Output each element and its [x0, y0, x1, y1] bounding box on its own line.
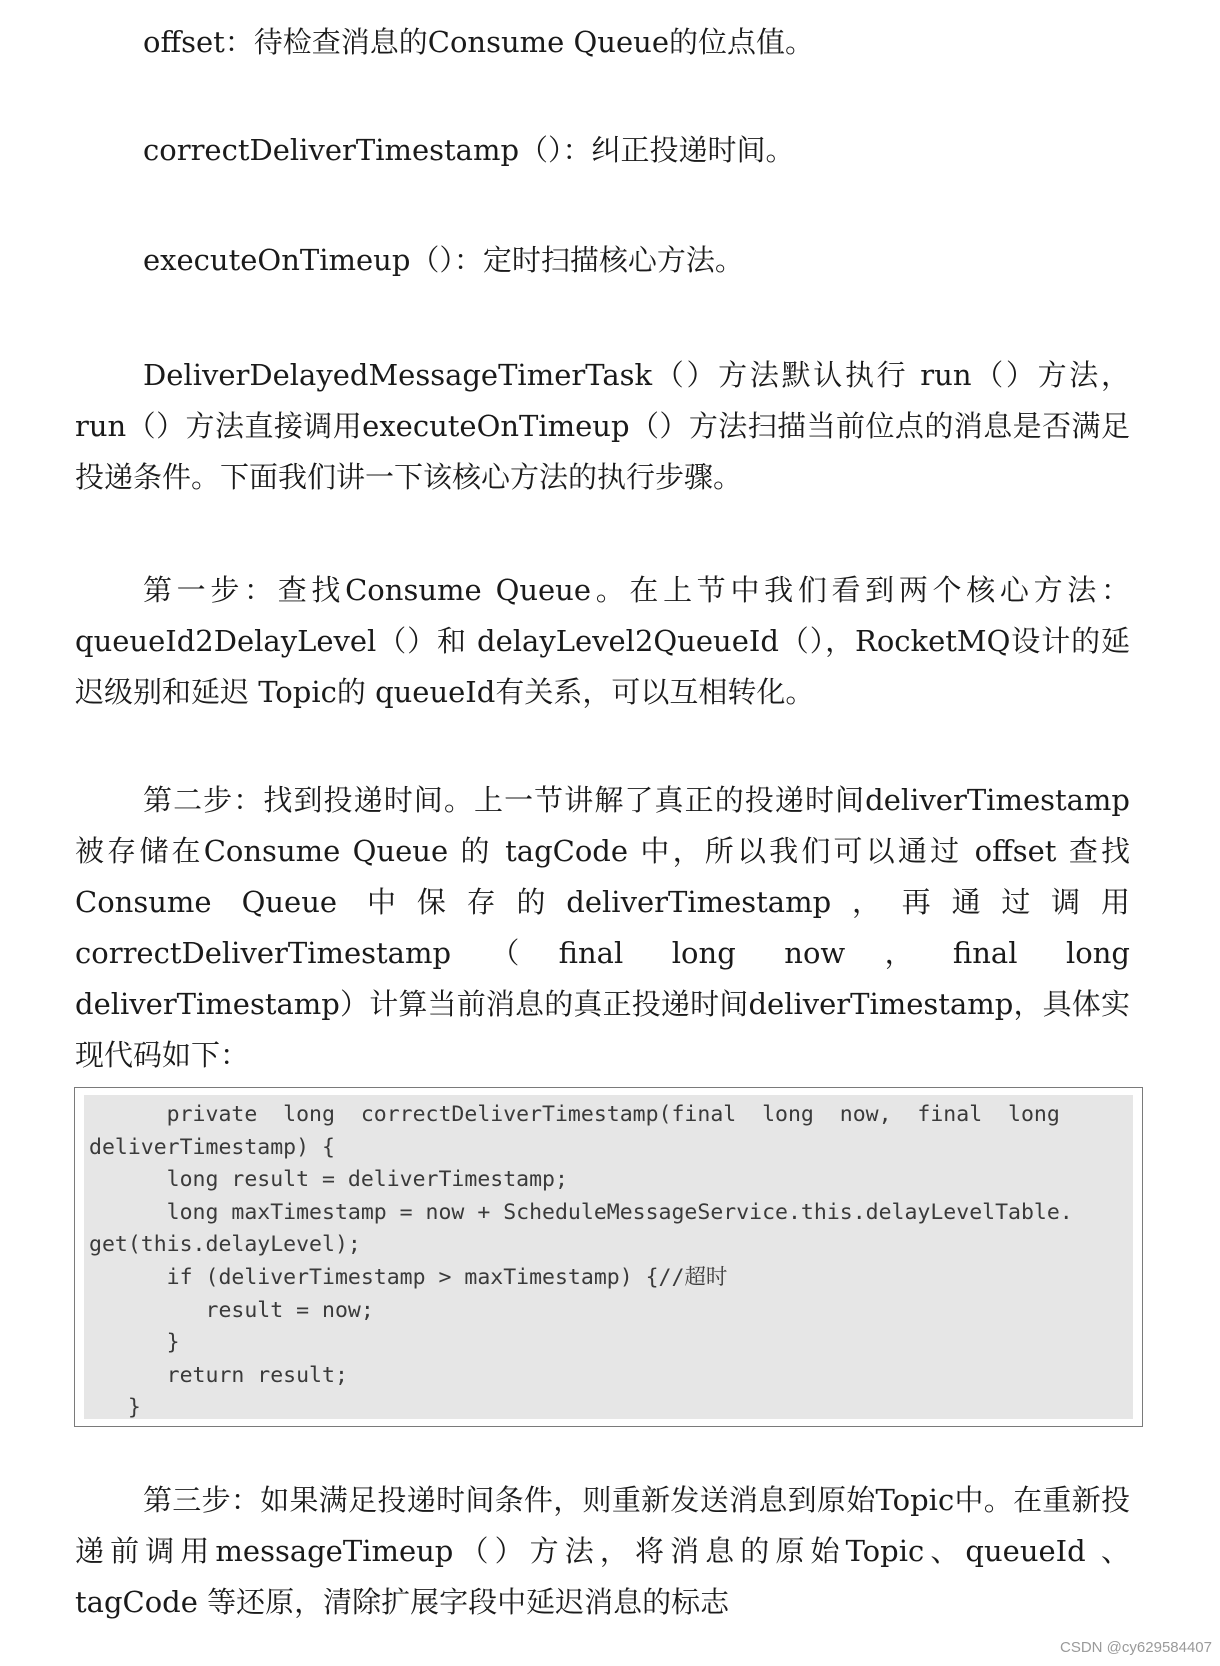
- paragraph-step-three: 第三步：如果满足投递时间条件，则重新发送消息到原始Topic中。在重新投递前调用messageTimeup（）方法，将消息的原始Topic、queueId 、tagCode 等还原，清除扩展字段中延迟消息的标志: [75, 1483, 1130, 1619]
- item-offset: offset：待检查消息的Consume Queue的位点值。: [143, 25, 814, 59]
- paragraph-step-two: 第二步：找到投递时间。上一节讲解了真正的投递时间deliverTimestamp 被存储在Consume Queue 的 tagCode 中，所以我们可以通过 offset 查找 Consume Queue 中保存的deliverTimestamp，再通过调用 correctDeliverTimestamp（final long now，final long deliverTimestamp）计算当前消息的真正投递时间deliverTimestamp，具体实现代码如下：: [75, 783, 1130, 1072]
- code-text: private long correctDeliverTimestamp(final long now, final long deliverTimestamp) { long result = deliverTimestamp; long maxTimestamp = now + ScheduleMessageService.this.delayLevelTable. get(this.delayLevel); if (deliverTimestamp > maxTimestamp) {//超时 result = now; } return result; }: [89, 1102, 1073, 1421]
- item-execute-on-timeup: executeOnTimeup（）：定时扫描核心方法。: [143, 243, 744, 277]
- code-block: [74, 1087, 1143, 1427]
- csdn-watermark: CSDN @cy629584407: [1060, 1639, 1212, 1656]
- paragraph-intro: DeliverDelayedMessageTimerTask（）方法默认执行 run（）方法，run（）方法直接调用executeOnTimeup（）方法扫描当前位点的消息是否满足投递条件。下面我们讲一下该核心方法的执行步骤。: [75, 358, 1130, 494]
- code-background: [84, 1095, 1133, 1419]
- item-correct-deliver-timestamp: correctDeliverTimestamp（）：纠正投递时间。: [143, 133, 795, 167]
- paragraph-step-one: 第一步：查找Consume Queue。在上节中我们看到两个核心方法：queueId2DelayLevel（）和 delayLevel2QueueId（），RocketMQ设计的延迟级别和延迟 Topic的 queueId有关系，可以互相转化。: [75, 573, 1130, 709]
